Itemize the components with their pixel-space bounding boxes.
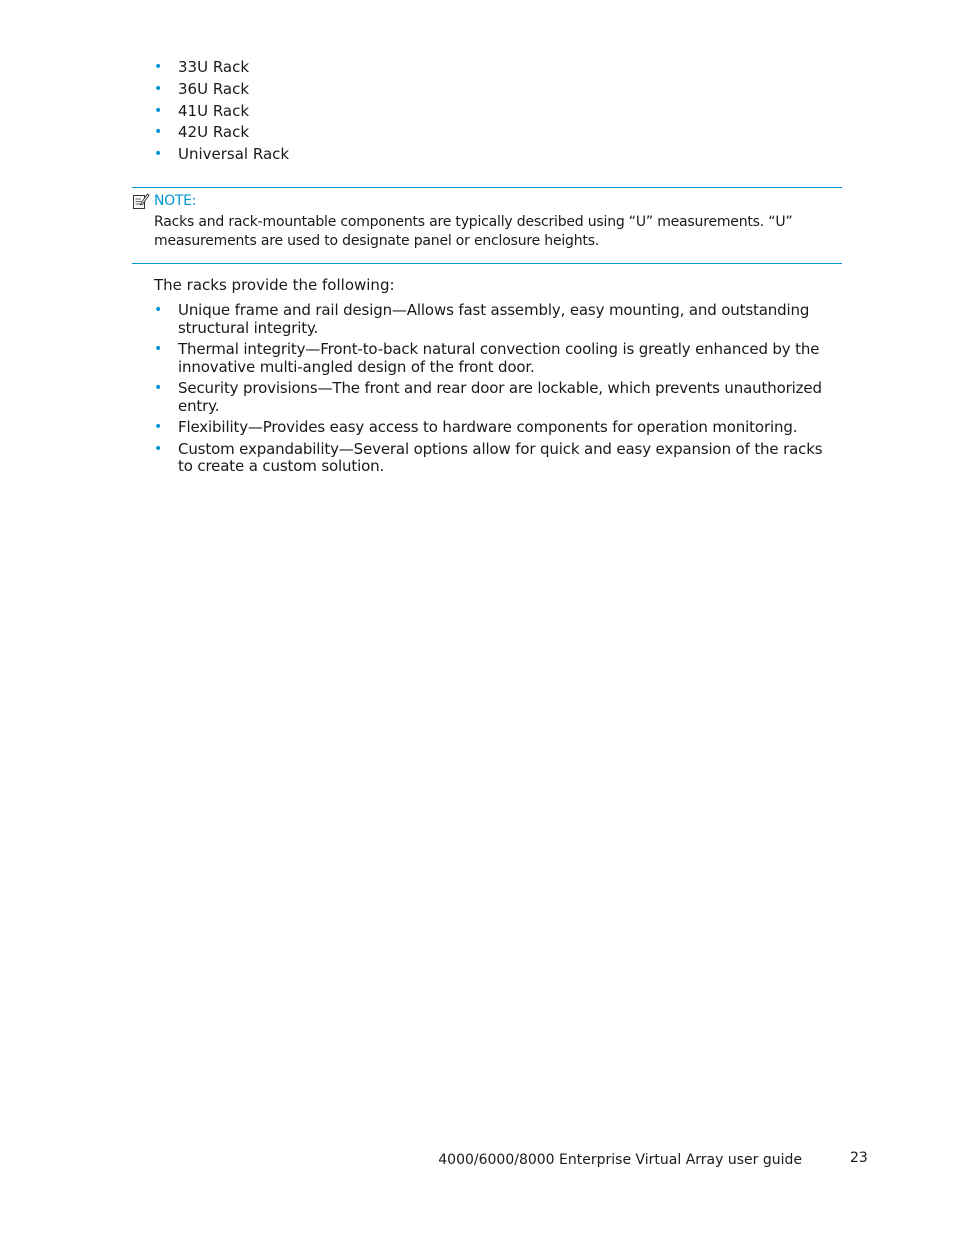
rack-type-list <box>154 57 554 166</box>
rack-type-label: 42U Rack <box>178 123 250 142</box>
list-item <box>154 122 554 144</box>
bullet-icon: • <box>154 380 163 396</box>
footer-page-number: 23 <box>850 1150 868 1166</box>
rack-type-label: 36U Rack <box>178 79 250 98</box>
note-label: NOTE: <box>154 193 197 209</box>
bullet-icon: • <box>154 341 163 357</box>
note-body: Racks and rack-mountable components are typically described using “U” measurements. “U” measurements are used to designate panel or enclosure heights. <box>154 214 793 249</box>
list-item <box>154 302 834 337</box>
rack-type-label: 41U Rack <box>178 101 250 120</box>
feature-text: Security provisions—The front and rear door are lockable, which prevents unauthorized entry. <box>178 379 822 415</box>
feature-text: Thermal integrity—Front-to-back natural convection cooling is greatly enhanced by the innovative multi-angled design of the front door. <box>178 340 820 376</box>
rack-type-label: Universal Rack <box>178 145 290 164</box>
bullet-icon: • <box>154 419 163 435</box>
list-item <box>154 441 834 476</box>
feature-list <box>154 302 834 480</box>
intro-paragraph: The racks provide the following: <box>154 276 395 294</box>
feature-text: Flexibility—Provides easy access to hardware components for operation monitoring. <box>178 418 798 436</box>
feature-text: Custom expandability—Several options allow for quick and easy expansion of the racks to create a custom solution. <box>178 439 823 475</box>
list-item <box>154 144 554 166</box>
note-header <box>132 191 196 211</box>
list-item <box>154 101 554 123</box>
list-item <box>154 341 834 376</box>
list-item <box>154 79 554 101</box>
bullet-icon: • <box>154 80 163 97</box>
note-pencil-icon <box>132 192 150 210</box>
bullet-icon: • <box>154 146 163 163</box>
list-item <box>154 57 554 79</box>
list-item <box>154 380 834 415</box>
bullet-icon: • <box>154 102 163 119</box>
bullet-icon: • <box>154 302 163 318</box>
rack-type-label: 33U Rack <box>178 58 250 76</box>
footer-document-title: 4000/6000/8000 Enterprise Virtual Array user guide <box>438 1152 802 1168</box>
list-item <box>154 419 834 437</box>
bullet-icon: • <box>154 440 163 457</box>
bullet-icon: • <box>154 124 163 141</box>
feature-text: Unique frame and rail design—Allows fast assembly, easy mounting, and outstanding structural integrity. <box>178 301 810 337</box>
bullet-icon: • <box>154 59 163 75</box>
note-box <box>132 187 842 264</box>
page-footer <box>0 1150 954 1172</box>
